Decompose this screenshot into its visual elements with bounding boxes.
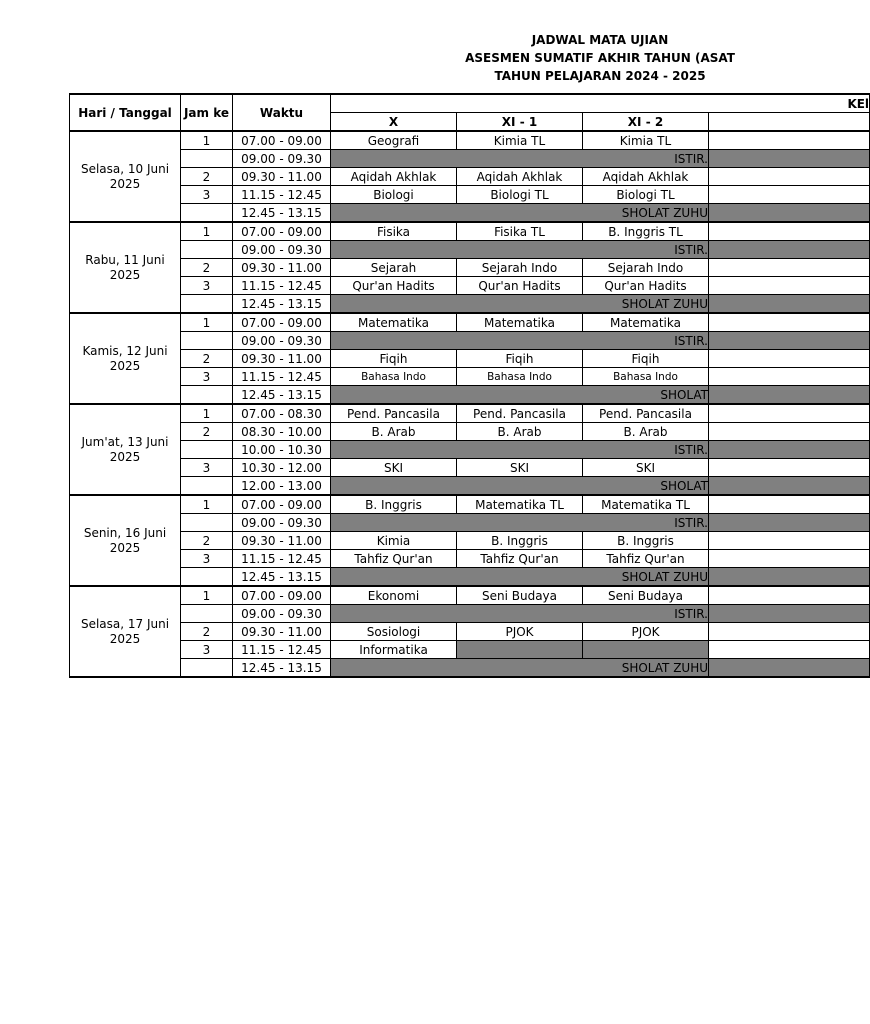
subject-cell: SKI xyxy=(331,459,457,477)
break-row-cell: ISTIR. xyxy=(331,514,709,532)
jam-ke-cell xyxy=(181,441,233,459)
break-row-overflow-cell xyxy=(709,659,870,678)
jam-ke-cell: 3 xyxy=(181,368,233,386)
subject-cell: Bahasa Indo xyxy=(331,368,457,386)
subject-cell-next xyxy=(709,459,870,477)
break-row-cell: ISTIR. xyxy=(331,241,709,259)
subject-cell-next xyxy=(709,259,870,277)
subject-cell: Qur'an Hadits xyxy=(331,277,457,295)
break-row-overflow-cell xyxy=(709,332,870,350)
subject-cell: Fisika TL xyxy=(457,222,583,241)
subject-cell-next xyxy=(709,368,870,386)
break-row-cell: ISTIR. xyxy=(331,605,709,623)
break-row-overflow-cell xyxy=(709,568,870,587)
header-kelas-xi-1: XI - 1 xyxy=(457,113,583,132)
subject-cell: Geografi xyxy=(331,131,457,150)
header-waktu: Waktu xyxy=(233,94,331,131)
jam-ke-cell: 3 xyxy=(181,277,233,295)
subject-cell: Fiqih xyxy=(331,350,457,368)
waktu-cell: 09.00 - 09.30 xyxy=(233,605,331,623)
day-date-cell: Senin, 16 Juni 2025 xyxy=(70,495,181,586)
jam-ke-cell xyxy=(181,659,233,678)
jam-ke-cell xyxy=(181,514,233,532)
waktu-cell: 07.00 - 08.30 xyxy=(233,404,331,423)
subject-cell: Biologi TL xyxy=(583,186,709,204)
title-line-3: TAHUN PELAJARAN 2024 - 2025 xyxy=(494,69,706,83)
subject-cell: Fiqih xyxy=(457,350,583,368)
waktu-cell: 12.00 - 13.00 xyxy=(233,477,331,496)
subject-cell: Seni Budaya xyxy=(583,586,709,605)
subject-cell: Bahasa Indo xyxy=(583,368,709,386)
jam-ke-cell xyxy=(181,150,233,168)
subject-cell-next xyxy=(709,277,870,295)
subject-cell: SKI xyxy=(583,459,709,477)
table-row xyxy=(70,659,870,678)
subject-cell-next xyxy=(709,131,870,150)
subject-cell: Kimia xyxy=(331,532,457,550)
waktu-cell: 09.30 - 11.00 xyxy=(233,532,331,550)
table-row xyxy=(70,168,870,186)
subject-cell: SKI xyxy=(457,459,583,477)
jam-ke-cell xyxy=(181,605,233,623)
title-line-2: ASESMEN SUMATIF AKHIR TAHUN (ASAT xyxy=(465,51,735,65)
waktu-cell: 07.00 - 09.00 xyxy=(233,495,331,514)
subject-cell: B. Arab xyxy=(457,423,583,441)
table-row xyxy=(70,350,870,368)
subject-cell: B. Inggris xyxy=(583,532,709,550)
subject-cell: Aqidah Akhlak xyxy=(583,168,709,186)
header-kelas-next xyxy=(709,113,870,132)
break-row-cell: SHOLAT ZUHU xyxy=(331,204,709,223)
jam-ke-cell: 3 xyxy=(181,550,233,568)
jam-ke-cell xyxy=(181,332,233,350)
day-date-cell: Selasa, 10 Juni 2025 xyxy=(70,131,181,222)
table-row xyxy=(70,259,870,277)
subject-cell: Bahasa Indo xyxy=(457,368,583,386)
table-row xyxy=(70,332,870,350)
waktu-cell: 11.15 - 12.45 xyxy=(233,641,331,659)
waktu-cell: 12.45 - 13.15 xyxy=(233,204,331,223)
waktu-cell: 07.00 - 09.00 xyxy=(233,131,331,150)
waktu-cell: 11.15 - 12.45 xyxy=(233,277,331,295)
jam-ke-cell: 1 xyxy=(181,222,233,241)
subject-cell: Tahfiz Qur'an xyxy=(583,550,709,568)
break-row-overflow-cell xyxy=(709,204,870,223)
subject-cell: Sejarah Indo xyxy=(457,259,583,277)
subject-cell: Biologi xyxy=(331,186,457,204)
header-kelas-x: X xyxy=(331,113,457,132)
table-row xyxy=(70,131,870,150)
day-date-cell: Kamis, 12 Juni 2025 xyxy=(70,313,181,404)
break-row-overflow-cell xyxy=(709,477,870,496)
table-row xyxy=(70,423,870,441)
break-row-cell: ISTIR. xyxy=(331,150,709,168)
break-row-cell: SHOLAT xyxy=(331,386,709,405)
subject-cell: Tahfiz Qur'an xyxy=(457,550,583,568)
subject-cell-next xyxy=(709,313,870,332)
subject-cell: B. Arab xyxy=(583,423,709,441)
table-row xyxy=(70,586,870,605)
subject-cell-next xyxy=(709,623,870,641)
subject-cell: Sejarah Indo xyxy=(583,259,709,277)
table-row xyxy=(70,477,870,496)
jam-ke-cell: 2 xyxy=(181,423,233,441)
subject-cell: Fisika xyxy=(331,222,457,241)
subject-cell: PJOK xyxy=(457,623,583,641)
subject-cell: PJOK xyxy=(583,623,709,641)
subject-cell: Matematika xyxy=(583,313,709,332)
table-row xyxy=(70,277,870,295)
header-kelas-group: KEl xyxy=(331,94,870,113)
waktu-cell: 12.45 - 13.15 xyxy=(233,568,331,587)
table-row xyxy=(70,568,870,587)
table-row xyxy=(70,532,870,550)
table-row xyxy=(70,550,870,568)
waktu-cell: 08.30 - 10.00 xyxy=(233,423,331,441)
subject-cell-next xyxy=(709,168,870,186)
subject-cell: Qur'an Hadits xyxy=(583,277,709,295)
waktu-cell: 12.45 - 13.15 xyxy=(233,659,331,678)
subject-cell-next xyxy=(709,641,870,659)
subject-cell: Tahfiz Qur'an xyxy=(331,550,457,568)
subject-cell: B. Inggris xyxy=(457,532,583,550)
jam-ke-cell: 3 xyxy=(181,459,233,477)
subject-cell: Informatika xyxy=(331,641,457,659)
subject-cell-next xyxy=(709,550,870,568)
subject-cell: Matematika xyxy=(457,313,583,332)
jam-ke-cell: 2 xyxy=(181,532,233,550)
subject-cell: Aqidah Akhlak xyxy=(457,168,583,186)
break-row-overflow-cell xyxy=(709,150,870,168)
title-line-1: JADWAL MATA UJIAN xyxy=(531,33,669,47)
table-row xyxy=(70,150,870,168)
subject-cell: Kimia TL xyxy=(583,131,709,150)
subject-cell-next xyxy=(709,350,870,368)
jam-ke-cell xyxy=(181,295,233,314)
subject-cell-next xyxy=(709,404,870,423)
table-row xyxy=(70,605,870,623)
table-row xyxy=(70,459,870,477)
subject-cell-next xyxy=(709,423,870,441)
break-row-cell: ISTIR. xyxy=(331,441,709,459)
table-row xyxy=(70,241,870,259)
jam-ke-cell: 2 xyxy=(181,168,233,186)
header-jam-ke: Jam ke xyxy=(181,94,233,131)
header-kelas-xi-2: XI - 2 xyxy=(583,113,709,132)
header-hari-tanggal: Hari / Tanggal xyxy=(70,94,181,131)
table-row xyxy=(70,204,870,223)
jam-ke-cell xyxy=(181,204,233,223)
subject-cell: Pend. Pancasila xyxy=(583,404,709,423)
waktu-cell: 12.45 - 13.15 xyxy=(233,386,331,405)
jam-ke-cell xyxy=(181,241,233,259)
table-row xyxy=(70,386,870,405)
waktu-cell: 09.00 - 09.30 xyxy=(233,241,331,259)
jam-ke-cell: 3 xyxy=(181,186,233,204)
waktu-cell: 09.00 - 09.30 xyxy=(233,150,331,168)
subject-cell-next xyxy=(709,186,870,204)
schedule-table-container xyxy=(69,93,870,683)
waktu-cell: 09.00 - 09.30 xyxy=(233,332,331,350)
subject-cell xyxy=(583,641,709,659)
waktu-cell: 07.00 - 09.00 xyxy=(233,586,331,605)
table-row xyxy=(70,623,870,641)
table-row xyxy=(70,313,870,332)
subject-cell-next xyxy=(709,586,870,605)
break-row-overflow-cell xyxy=(709,605,870,623)
waktu-cell: 10.30 - 12.00 xyxy=(233,459,331,477)
break-row-cell: SHOLAT xyxy=(331,477,709,496)
jam-ke-cell: 2 xyxy=(181,623,233,641)
jam-ke-cell: 1 xyxy=(181,313,233,332)
waktu-cell: 07.00 - 09.00 xyxy=(233,222,331,241)
subject-cell: Pend. Pancasila xyxy=(457,404,583,423)
subject-cell: Kimia TL xyxy=(457,131,583,150)
jam-ke-cell: 2 xyxy=(181,350,233,368)
table-row xyxy=(70,368,870,386)
subject-cell: Ekonomi xyxy=(331,586,457,605)
jam-ke-cell: 1 xyxy=(181,404,233,423)
day-date-cell: Rabu, 11 Juni 2025 xyxy=(70,222,181,313)
jam-ke-cell xyxy=(181,568,233,587)
exam-schedule-table xyxy=(69,93,870,678)
break-row-overflow-cell xyxy=(709,514,870,532)
jam-ke-cell: 1 xyxy=(181,586,233,605)
document-header xyxy=(330,31,870,85)
subject-cell: Seni Budaya xyxy=(457,586,583,605)
waktu-cell: 09.30 - 11.00 xyxy=(233,623,331,641)
jam-ke-cell: 3 xyxy=(181,641,233,659)
subject-cell: Biologi TL xyxy=(457,186,583,204)
subject-cell: Matematika TL xyxy=(583,495,709,514)
table-row xyxy=(70,295,870,314)
table-row xyxy=(70,441,870,459)
break-row-overflow-cell xyxy=(709,441,870,459)
subject-cell xyxy=(457,641,583,659)
subject-cell: B. Arab xyxy=(331,423,457,441)
jam-ke-cell xyxy=(181,477,233,496)
table-row xyxy=(70,404,870,423)
break-row-overflow-cell xyxy=(709,386,870,405)
break-row-overflow-cell xyxy=(709,295,870,314)
day-date-cell: Jum'at, 13 Juni 2025 xyxy=(70,404,181,495)
subject-cell-next xyxy=(709,222,870,241)
schedule-body xyxy=(70,131,870,677)
jam-ke-cell: 1 xyxy=(181,495,233,514)
table-row xyxy=(70,222,870,241)
subject-cell-next xyxy=(709,532,870,550)
table-row xyxy=(70,186,870,204)
subject-cell: B. Inggris xyxy=(331,495,457,514)
waktu-cell: 11.15 - 12.45 xyxy=(233,550,331,568)
waktu-cell: 12.45 - 13.15 xyxy=(233,295,331,314)
subject-cell: Matematika TL xyxy=(457,495,583,514)
waktu-cell: 11.15 - 12.45 xyxy=(233,186,331,204)
waktu-cell: 09.30 - 11.00 xyxy=(233,350,331,368)
waktu-cell: 09.30 - 11.00 xyxy=(233,259,331,277)
break-row-cell: SHOLAT ZUHU xyxy=(331,568,709,587)
subject-cell-next xyxy=(709,495,870,514)
waktu-cell: 10.00 - 10.30 xyxy=(233,441,331,459)
table-row xyxy=(70,495,870,514)
waktu-cell: 09.00 - 09.30 xyxy=(233,514,331,532)
subject-cell: B. Inggris TL xyxy=(583,222,709,241)
jam-ke-cell: 2 xyxy=(181,259,233,277)
break-row-overflow-cell xyxy=(709,241,870,259)
subject-cell: Aqidah Akhlak xyxy=(331,168,457,186)
break-row-cell: SHOLAT ZUHU xyxy=(331,295,709,314)
subject-cell: Pend. Pancasila xyxy=(331,404,457,423)
jam-ke-cell xyxy=(181,386,233,405)
waktu-cell: 09.30 - 11.00 xyxy=(233,168,331,186)
subject-cell: Qur'an Hadits xyxy=(457,277,583,295)
subject-cell: Fiqih xyxy=(583,350,709,368)
day-date-cell: Selasa, 17 Juni 2025 xyxy=(70,586,181,677)
break-row-cell: ISTIR. xyxy=(331,332,709,350)
table-row xyxy=(70,514,870,532)
subject-cell: Sejarah xyxy=(331,259,457,277)
jam-ke-cell: 1 xyxy=(181,131,233,150)
table-row xyxy=(70,641,870,659)
subject-cell: Matematika xyxy=(331,313,457,332)
break-row-cell: SHOLAT ZUHU xyxy=(331,659,709,678)
waktu-cell: 11.15 - 12.45 xyxy=(233,368,331,386)
subject-cell: Sosiologi xyxy=(331,623,457,641)
waktu-cell: 07.00 - 09.00 xyxy=(233,313,331,332)
